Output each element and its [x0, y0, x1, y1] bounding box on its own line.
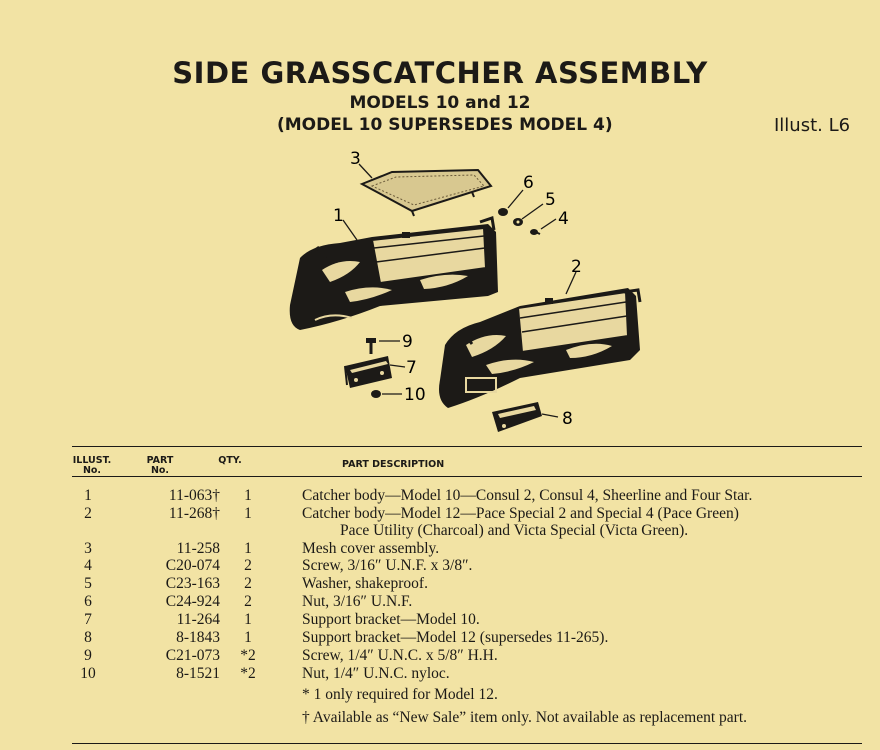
header-qty: QTY. — [218, 455, 242, 466]
part-description: Catcher body—Model 12—Pace Special 2 and Special 4 (Pace Green) — [302, 505, 739, 522]
part-no: 11-268† — [168, 505, 220, 522]
part-description: Screw, 1/4″ U.N.C. x 5/8″ H.H. — [302, 647, 498, 664]
part-no: C21-073 — [165, 647, 220, 664]
page-title: SIDE GRASSCATCHER ASSEMBLY — [172, 56, 708, 90]
part-no: 8-1843 — [176, 629, 220, 646]
callout-9: 9 — [402, 332, 413, 352]
table-row — [0, 505, 880, 522]
illust-no: 8 — [84, 629, 92, 646]
qty: 2 — [244, 575, 252, 592]
callout-2: 2 — [571, 257, 582, 277]
part-description: Mesh cover assembly. — [302, 540, 440, 557]
callout-5: 5 — [545, 190, 556, 210]
table-row — [0, 593, 880, 610]
qty: 1 — [244, 611, 252, 628]
table-row — [0, 647, 880, 664]
illust-no: 7 — [84, 611, 92, 628]
subtitle-models: MODELS 10 and 12 — [349, 93, 531, 113]
catcher-body-model-10-drawing — [290, 218, 498, 330]
illust-no: 1 — [84, 487, 92, 504]
mesh-cover-drawing — [362, 170, 491, 216]
illust-no: 4 — [84, 557, 92, 574]
catcher-body-model-12-drawing — [439, 288, 640, 408]
table-header-rule — [72, 476, 862, 477]
part-description: Nut, 1/4″ U.N.C. nyloc. — [302, 665, 450, 682]
part-description: Washer, shakeproof. — [302, 575, 428, 592]
illust-no: 10 — [80, 665, 96, 682]
hardware-drawing — [498, 208, 540, 235]
callout-1: 1 — [333, 206, 344, 226]
table-top-rule — [72, 446, 862, 447]
callout-10: 10 — [404, 385, 426, 405]
qty: 1 — [244, 505, 252, 522]
part-description: Support bracket—Model 10. — [302, 611, 480, 628]
part-no: 11-063† — [168, 487, 220, 504]
table-row — [0, 665, 880, 682]
support-bracket-model-10-drawing — [345, 356, 392, 388]
callout-3: 3 — [350, 149, 361, 169]
part-description: Screw, 3/16″ U.N.F. x 3/8″. — [302, 557, 473, 574]
qty: 2 — [244, 593, 252, 610]
header-illust-no: ILLUST. No. — [72, 455, 112, 476]
part-description-continuation: Pace Utility (Charcoal) and Victa Special (Victa Green). — [340, 522, 689, 539]
table-row — [0, 540, 880, 557]
support-bracket-model-12-drawing — [492, 402, 542, 432]
illust-no: 6 — [84, 593, 92, 610]
qty: 1 — [244, 540, 252, 557]
qty: *2 — [240, 665, 256, 682]
footnote-asterisk: * 1 only required for Model 12. — [302, 686, 498, 703]
part-description: Support bracket—Model 12 (supersedes 11-265). — [302, 629, 609, 646]
illust-no: 3 — [84, 540, 92, 557]
table-bottom-rule — [72, 743, 862, 744]
qty: *2 — [240, 647, 256, 664]
part-no: C23-163 — [165, 575, 220, 592]
illust-no: 2 — [84, 505, 92, 522]
part-no: C24-924 — [165, 593, 220, 610]
qty: 2 — [244, 557, 252, 574]
callout-6: 6 — [523, 173, 534, 193]
table-row — [0, 575, 880, 592]
qty: 1 — [244, 629, 252, 646]
callout-8: 8 — [562, 409, 573, 429]
part-no: 11-258 — [176, 540, 220, 557]
callout-7: 7 — [406, 358, 417, 378]
part-no: 11-264 — [176, 611, 220, 628]
callout-4: 4 — [558, 209, 569, 229]
illustration-reference: Illust. L6 — [774, 115, 851, 136]
header-part-description: PART DESCRIPTION — [342, 459, 445, 470]
footnote-dagger: † Available as “New Sale” item only. Not available as replacement part. — [302, 709, 748, 726]
header-part-no: PART No. — [146, 455, 174, 476]
table-row — [0, 557, 880, 574]
illust-no: 5 — [84, 575, 92, 592]
table-row — [0, 629, 880, 646]
part-no: 8-1521 — [176, 665, 220, 682]
table-row — [0, 611, 880, 628]
part-description: Catcher body—Model 10—Consul 2, Consul 4, Sheerline and Four Star. — [302, 487, 753, 504]
part-description: Nut, 3/16″ U.N.F. — [302, 593, 413, 610]
qty: 1 — [244, 487, 252, 504]
subtitle-supersedes: (MODEL 10 SUPERSEDES MODEL 4) — [277, 115, 613, 135]
illust-no: 9 — [84, 647, 92, 664]
table-row — [0, 487, 880, 504]
part-no: C20-074 — [165, 557, 220, 574]
